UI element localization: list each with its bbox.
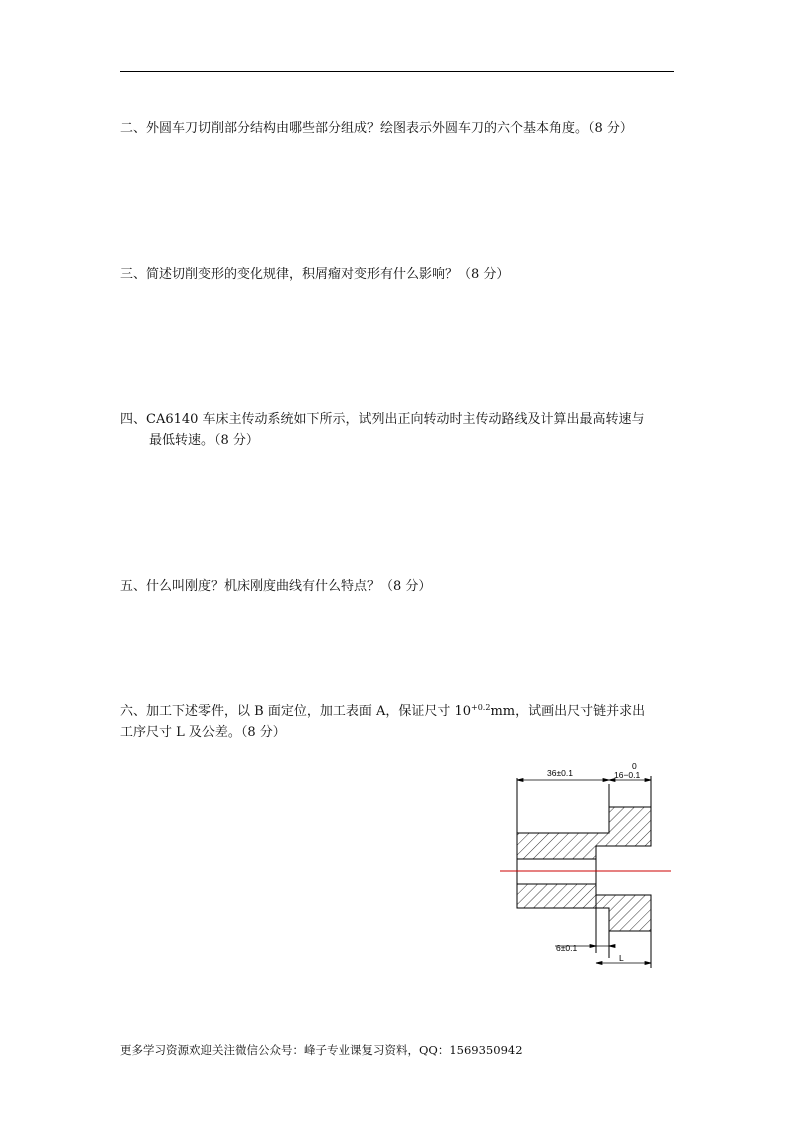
dim-16-upper-label: 0 [632,761,637,771]
footer-note: 更多学习资源欢迎关注微信公众号：峰子专业课复习资料，QQ：1569350942 [120,1043,523,1057]
part-drawing [495,758,675,970]
question-3 [120,264,676,285]
dim-6-label: 6±0.1 [556,943,578,953]
question-3-text: 三、简述切削变形的变化规律，积屑瘤对变形有什么影响？（8 分） [120,267,510,282]
question-2-text: 二、外圆车刀切削部分结构由哪些部分组成？绘图表示外圆车刀的六个基本角度。（8 分） [120,121,633,136]
question-6-line-2: 工序尺寸 L 及公差。（8 分） [120,725,286,740]
question-6-text-b: mm，试画出尺寸链并求出 [490,704,646,719]
question-5 [120,576,676,597]
part-outline [517,776,651,968]
question-6 [120,701,676,743]
header-rule [120,71,674,72]
question-4-line-1: 四、CA6140 车床主传动系统如下所示，试列出正向转动时主传动路线及计算出最高转速与 [120,412,645,427]
question-5-text: 五、什么叫刚度？机床刚度曲线有什么特点？（8 分） [120,579,432,594]
tolerance-superscript: +0.2 [471,703,491,712]
question-6-text-a: 六、加工下述零件，以 B 面定位，加工表面 A，保证尺寸 10 [120,704,472,719]
question-4 [120,409,676,451]
dim-L-label: L [619,953,624,963]
question-4-line-2: 最低转速。（8 分） [149,433,259,448]
question-2 [120,118,676,139]
question-6-line-1 [120,701,676,722]
section-hatching [517,807,651,931]
dim-36-label: 36±0.1 [547,768,573,778]
dim-16-label: 16−0.1 [614,770,641,780]
